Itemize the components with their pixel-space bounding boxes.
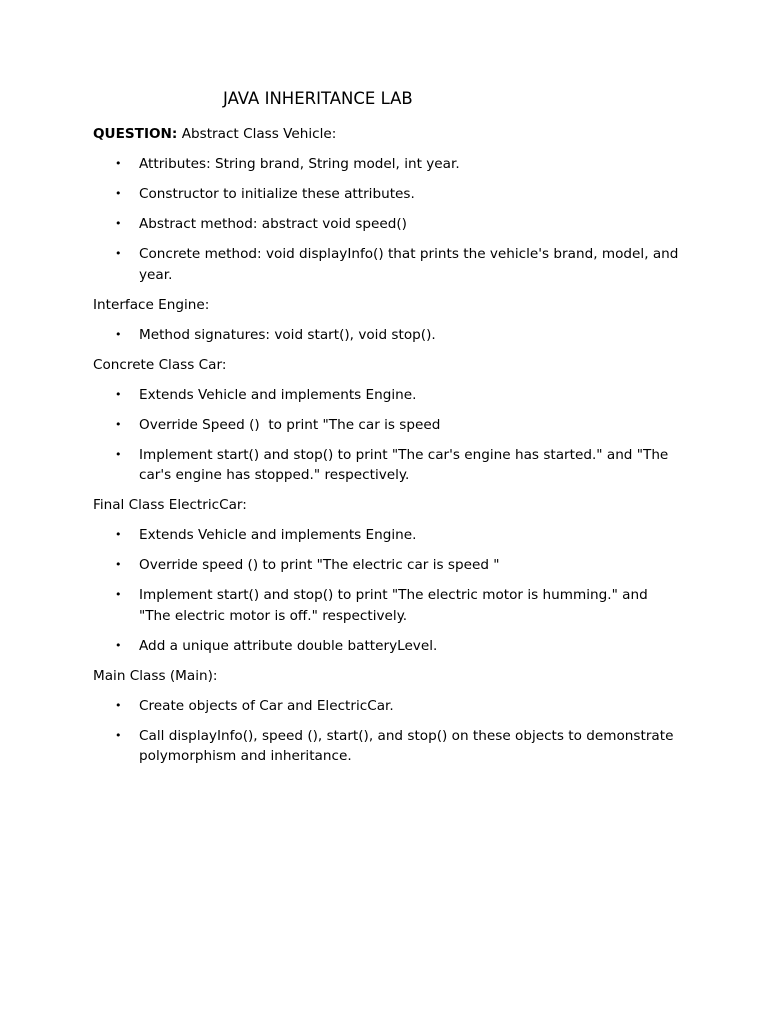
section-heading-text: Abstract Class Vehicle: xyxy=(177,126,337,142)
bullet-list-electric-car xyxy=(93,525,683,656)
bullet-icon: • xyxy=(115,558,122,571)
list-item-text: Call displayInfo(), speed (), start(), and stop() on these objects to demonstrate polymorphism and inheritance. xyxy=(139,727,674,764)
bullet-icon: • xyxy=(115,728,122,742)
section-heading-engine: Interface Engine: xyxy=(93,296,210,313)
bullet-icon: • xyxy=(115,387,122,401)
list-item-text: Override speed () to print "The electric car is speed " xyxy=(139,557,500,573)
bullet-icon: • xyxy=(115,528,122,541)
list-item-text: Abstract method: abstract void speed() xyxy=(139,216,407,232)
list-item xyxy=(93,445,683,486)
list-item xyxy=(93,415,683,436)
section-heading-main: Main Class (Main): xyxy=(93,667,218,684)
bullet-icon: • xyxy=(115,247,122,260)
list-item xyxy=(93,696,683,717)
list-item-text: Extends Vehicle and implements Engine. xyxy=(139,386,417,403)
section-heading-electric-car: Final Class ElectricCar: xyxy=(93,497,247,513)
bullet-icon: • xyxy=(115,157,122,170)
list-item-text: Constructor to initialize these attributes. xyxy=(139,186,415,202)
list-item xyxy=(93,726,683,767)
list-item-text: Create objects of Car and ElectricCar. xyxy=(139,697,394,714)
bullet-icon: • xyxy=(115,588,122,601)
bullet-icon: • xyxy=(115,638,122,652)
bullet-icon: • xyxy=(115,417,122,431)
list-item xyxy=(93,325,683,346)
bullet-list-vehicle xyxy=(93,154,683,285)
bullet-icon: • xyxy=(115,327,122,341)
list-item-text: Add a unique attribute double batteryLevel. xyxy=(139,637,438,654)
list-item xyxy=(93,244,683,285)
bullet-icon: • xyxy=(115,698,122,712)
list-item xyxy=(93,555,683,576)
list-item-text: Extends Vehicle and implements Engine. xyxy=(139,527,417,543)
section-heading-car: Concrete Class Car: xyxy=(93,356,227,373)
bullet-list-engine xyxy=(93,325,683,346)
list-item xyxy=(93,184,683,205)
list-item xyxy=(93,214,683,235)
document-body xyxy=(93,124,683,776)
list-item-text: Implement start() and stop() to print "The car's engine has started." and "The car's engine has stopped." respectively. xyxy=(139,446,669,483)
list-item-text: Implement start() and stop() to print "The electric motor is humming." and "The electric motor is off." respectively. xyxy=(139,587,648,624)
question-label: QUESTION: xyxy=(93,126,178,142)
list-item-text: Method signatures: void start(), void stop(). xyxy=(139,326,436,343)
list-item xyxy=(93,525,683,546)
list-item xyxy=(93,585,683,626)
bullet-list-car xyxy=(93,385,683,486)
list-item xyxy=(93,385,683,406)
list-item xyxy=(93,154,683,175)
list-item-text: Concrete method: void displayInfo() that prints the vehicle's brand, model, and year. xyxy=(139,246,679,283)
list-item-text: Attributes: String brand, String model, int year. xyxy=(139,156,460,172)
bullet-icon: • xyxy=(115,217,122,230)
bullet-icon: • xyxy=(115,447,122,461)
list-item xyxy=(93,636,683,657)
bullet-list-main xyxy=(93,696,683,767)
list-item-text: Override Speed () to print "The car is speed xyxy=(139,416,441,433)
section-heading-vehicle xyxy=(93,124,683,145)
bullet-icon: • xyxy=(115,187,122,200)
page-title: JAVA INHERITANCE LAB xyxy=(223,89,413,108)
